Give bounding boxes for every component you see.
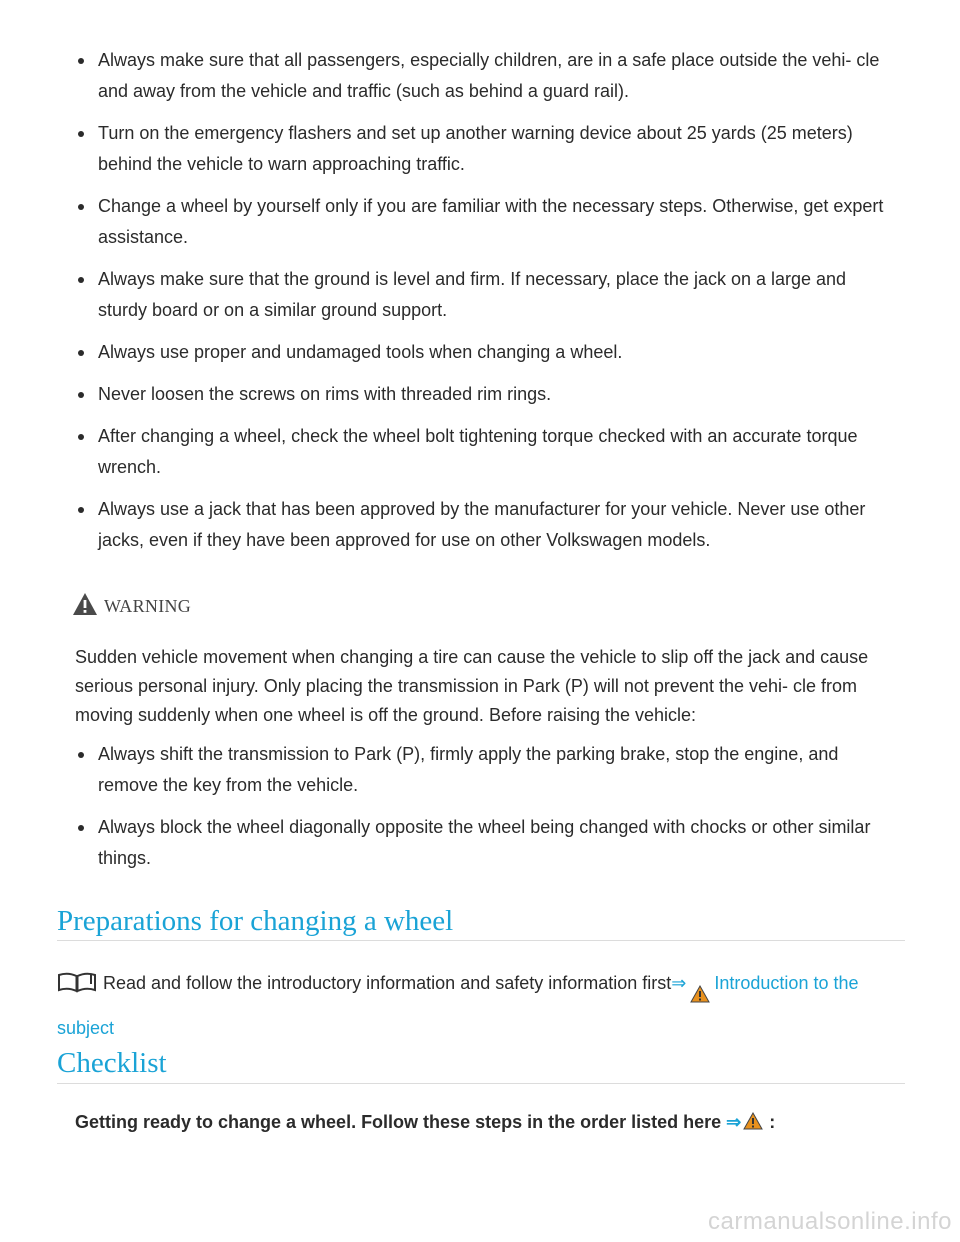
bullet-text: Never loosen the screws on rims with threaded rim rings. (98, 384, 552, 404)
bullet-dot (78, 204, 84, 210)
open-book-icon (57, 971, 97, 1003)
intro-text: Read and follow the introductory information and safety information first (103, 973, 672, 993)
arrow-icon: ⇒ (726, 1112, 742, 1132)
bullet-dot (78, 825, 84, 831)
watermark: carmanualsonline.info (708, 1208, 952, 1235)
safety-bullet-list (0, 45, 960, 556)
list-item (0, 739, 960, 801)
bullet-text: Change a wheel by yourself only if you are familiar with the necessary steps. Otherwise, get expert assistance. (98, 196, 884, 247)
warning-triangle-icon (690, 982, 710, 1013)
list-item (0, 494, 960, 556)
warning-triangle-icon (72, 592, 98, 621)
bullet-text: Always use proper and undamaged tools when changing a wheel. (98, 342, 623, 362)
warning-text: Sudden vehicle movement when changing a tire can cause the vehicle to slip off the jack and cause serious personal injury. Only placing the transmission in Park (P) will not prevent the vehi- cle from moving suddenly when one wheel is off the ground. Before raising the vehicle: (75, 647, 869, 725)
warning-bullet-list (0, 739, 960, 874)
warning-triangle-icon (743, 1110, 763, 1138)
checklist-instruction (75, 1108, 905, 1138)
section-divider (57, 940, 905, 941)
bullet-text: After changing a wheel, check the wheel bolt tightening torque checked with an accurate torque wrench. (98, 426, 858, 477)
bullet-dot (78, 350, 84, 356)
bullet-text: Always use a jack that has been approved by the manufacturer for your vehicle. Never use other jacks, even if they have been approved for use on other Volkswagen models. (98, 499, 866, 550)
introduction-link[interactable]: Introduction to the subject (57, 973, 859, 1038)
bullet-dot (78, 507, 84, 513)
list-item (0, 337, 960, 368)
checklist-colon: : (769, 1112, 776, 1132)
bullet-dot (78, 752, 84, 758)
intro-paragraph (57, 968, 907, 1044)
bullet-dot (78, 434, 84, 440)
list-item (0, 191, 960, 253)
section-heading-checklist: Checklist (57, 1047, 167, 1079)
warning-header (72, 592, 191, 621)
section-heading-preparations: Preparations for changing a wheel (57, 905, 454, 937)
bullet-dot (78, 58, 84, 64)
list-item (0, 379, 960, 410)
warning-body (75, 643, 895, 732)
checklist-text: Getting ready to change a wheel. Follow these steps in the order listed here (75, 1112, 722, 1132)
list-item (0, 264, 960, 326)
bullet-dot (78, 277, 84, 283)
bullet-text: Always block the wheel diagonally opposite the wheel being changed with chocks or other similar things. (98, 817, 871, 868)
bullet-text: Turn on the emergency flashers and set up another warning device about 25 yards (25 meters) behind the vehicle to warn approaching traffic. (98, 123, 853, 174)
list-item (0, 118, 960, 180)
bullet-dot (78, 131, 84, 137)
list-item (0, 421, 960, 483)
bullet-text: Always make sure that all passengers, especially children, are in a safe place outside the vehi- cle and away from the vehicle and traffic (such as behind a guard rail). (98, 50, 880, 101)
warning-label: WARNING (104, 596, 192, 616)
bullet-text: Always shift the transmission to Park (P), firmly apply the parking brake, stop the engine, and remove the key from the vehicle. (98, 744, 839, 795)
bullet-text: Always make sure that the ground is level and firm. If necessary, place the jack on a large and sturdy board or on a similar ground support. (98, 269, 847, 320)
list-item (0, 45, 960, 107)
bullet-dot (78, 392, 84, 398)
list-item (0, 812, 960, 874)
arrow-icon: ⇒ (671, 973, 687, 993)
section-divider (57, 1083, 905, 1084)
